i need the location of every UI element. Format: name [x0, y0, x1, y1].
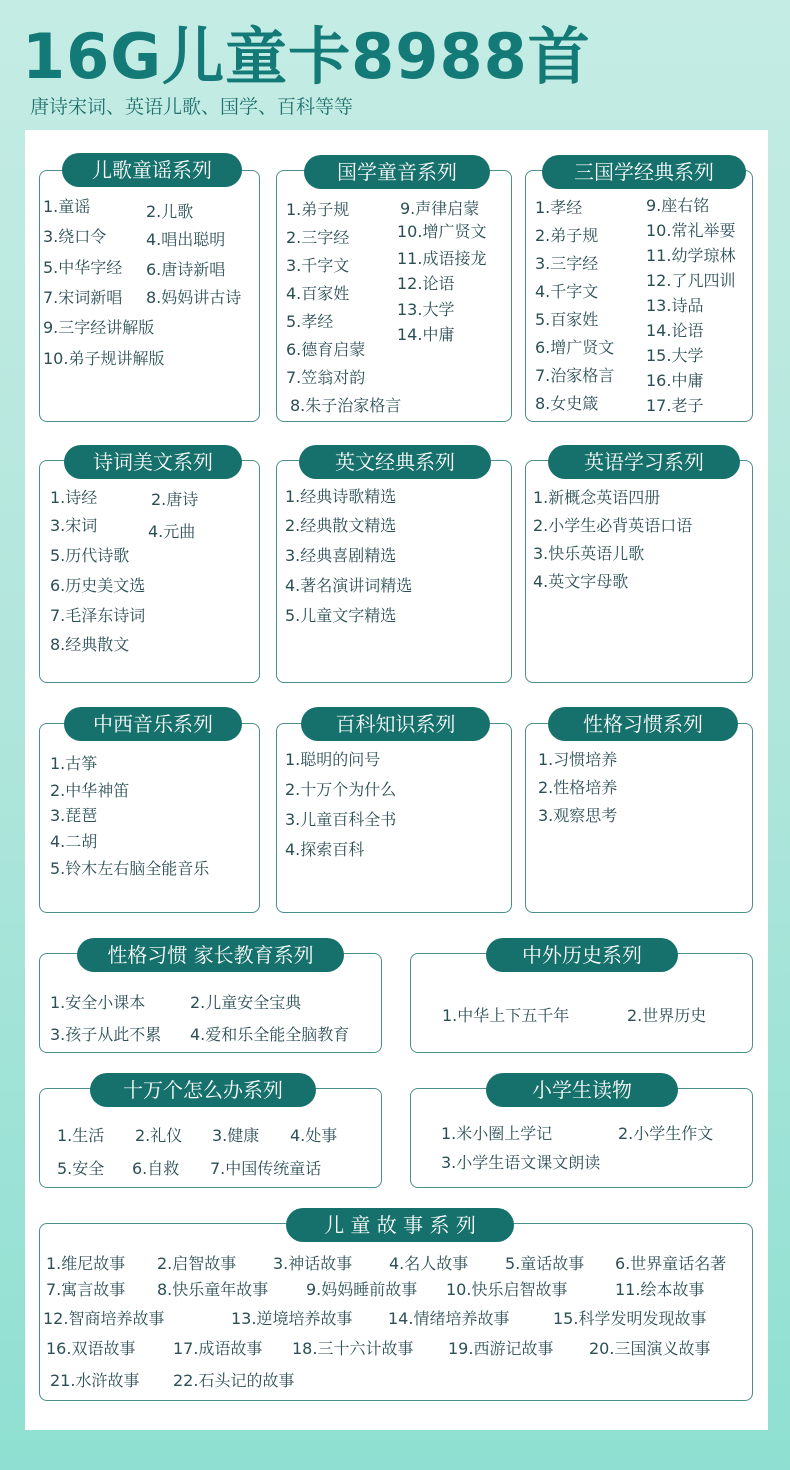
series-item: 4.二胡: [50, 832, 98, 851]
series-item: 1.诗经: [50, 488, 98, 507]
series-item: 18.三十六计故事: [292, 1339, 414, 1358]
series-item: 1.米小圈上学记: [441, 1124, 553, 1143]
series-item: 11.绘本故事: [615, 1280, 705, 1299]
series-item: 20.三国演义故事: [589, 1339, 711, 1358]
series-item: 1.安全小课本: [50, 993, 146, 1012]
series-item: 10.增广贤文: [397, 222, 487, 241]
series-item: 8.经典散文: [50, 635, 130, 654]
section-title-shici: 诗词美文系列: [64, 445, 242, 479]
series-item: 12.了凡四训: [646, 271, 736, 290]
series-item: 16.中庸: [646, 371, 704, 390]
series-item: 3.千字文: [286, 256, 350, 275]
series-item: 12.智商培养故事: [43, 1309, 165, 1328]
series-item: 2.唐诗: [151, 490, 199, 509]
series-item: 1.习惯培养: [538, 750, 618, 769]
series-item: 7.笠翁对韵: [286, 368, 366, 387]
series-item: 5.儿童文字精选: [285, 606, 397, 625]
series-item: 6.世界童话名著: [615, 1254, 727, 1273]
series-item: 5.历代诗歌: [50, 546, 130, 565]
section-title-xiaoxue: 小学生读物: [486, 1073, 678, 1107]
series-item: 21.水浒故事: [50, 1371, 140, 1390]
series-item: 4.爱和乐全能全脑教育: [190, 1025, 350, 1044]
series-item: 14.论语: [646, 321, 704, 340]
series-item: 5.孝经: [286, 312, 334, 331]
series-item: 3.宋词: [50, 516, 98, 535]
series-item: 5.铃木左右脑全能音乐: [50, 859, 210, 878]
series-item: 14.情绪培养故事: [388, 1309, 510, 1328]
series-item: 13.逆境培养故事: [231, 1309, 353, 1328]
series-item: 3.儿童百科全书: [285, 810, 397, 829]
series-item: 2.世界历史: [627, 1006, 707, 1025]
series-item: 2.儿歌: [146, 202, 194, 221]
series-item: 9.声律启蒙: [400, 199, 480, 218]
series-item: 4.元曲: [148, 522, 196, 541]
series-item: 3.绕口令: [43, 227, 107, 246]
section-title-baike: 百科知识系列: [301, 707, 490, 741]
series-item: 1.童谣: [43, 197, 91, 216]
series-item: 1.聪明的问号: [285, 750, 381, 769]
series-item: 1.维尼故事: [46, 1254, 126, 1273]
series-item: 12.论语: [397, 274, 455, 293]
series-item: 2.经典散文精选: [285, 516, 397, 535]
series-item: 7.中国传统童话: [210, 1159, 322, 1178]
series-item: 6.历史美文选: [50, 576, 146, 595]
series-item: 8.妈妈讲古诗: [146, 288, 242, 307]
series-item: 1.新概念英语四册: [533, 488, 661, 507]
series-item: 1.经典诗歌精选: [285, 487, 397, 506]
series-item: 17.成语故事: [173, 1339, 263, 1358]
series-item: 1.生活: [57, 1126, 105, 1145]
series-item: 4.处事: [290, 1126, 338, 1145]
section-title-yingyu: 英语学习系列: [548, 445, 740, 479]
series-item: 1.中华上下五千年: [442, 1006, 570, 1025]
series-item: 10.常礼举要: [646, 221, 736, 240]
series-item: 9.三字经讲解版: [43, 318, 155, 337]
series-item: 6.唐诗新唱: [146, 260, 226, 279]
main-title: 16G儿童卡8988首: [22, 20, 591, 93]
section-title-lishi: 中外历史系列: [486, 938, 678, 972]
series-item: 16.双语故事: [46, 1339, 136, 1358]
series-item: 4.探索百科: [285, 840, 365, 859]
series-item: 10.弟子规讲解版: [43, 349, 165, 368]
series-item: 2.弟子规: [535, 226, 599, 245]
series-item: 19.西游记故事: [448, 1339, 554, 1358]
series-item: 1.古筝: [50, 754, 98, 773]
series-item: 5.童话故事: [505, 1254, 585, 1273]
subtitle: 唐诗宋词、英语儿歌、国学、百科等等: [30, 96, 354, 118]
section-title-guoxue: 国学童音系列: [304, 155, 490, 189]
series-item: 3.孩子从此不累: [50, 1025, 162, 1044]
series-item: 2.小学生必背英语口语: [533, 516, 693, 535]
series-item: 15.科学发明发现故事: [553, 1309, 707, 1328]
series-item: 1.弟子规: [286, 200, 350, 219]
series-item: 22.石头记的故事: [173, 1371, 295, 1390]
series-item: 8.快乐童年故事: [157, 1280, 269, 1299]
series-item: 7.宋词新唱: [43, 288, 123, 307]
series-item: 11.幼学琼林: [646, 246, 736, 265]
series-item: 5.百家姓: [535, 310, 599, 329]
series-item: 17.老子: [646, 396, 704, 415]
series-item: 4.著名演讲词精选: [285, 576, 413, 595]
section-title-jiazhang: 性格习惯 家长教育系列: [77, 938, 344, 972]
series-item: 4.百家姓: [286, 284, 350, 303]
series-item: 2.三字经: [286, 228, 350, 247]
section-title-xingge: 性格习惯系列: [548, 707, 738, 741]
series-item: 1.孝经: [535, 198, 583, 217]
series-item: 5.中华字经: [43, 258, 123, 277]
series-item: 5.安全: [57, 1159, 105, 1178]
section-title-yinyue: 中西音乐系列: [64, 707, 242, 741]
series-item: 2.性格培养: [538, 778, 618, 797]
series-item: 15.大学: [646, 346, 704, 365]
series-item: 9.妈妈睡前故事: [306, 1280, 418, 1299]
series-item: 6.德育启蒙: [286, 340, 366, 359]
series-item: 3.经典喜剧精选: [285, 546, 397, 565]
section-title-erge: 儿歌童谣系列: [62, 153, 242, 187]
series-item: 6.增广贤文: [535, 338, 615, 357]
series-item: 2.中华神笛: [50, 781, 130, 800]
series-item: 11.成语接龙: [397, 249, 487, 268]
series-item: 13.诗品: [646, 296, 704, 315]
series-item: 2.启智故事: [157, 1254, 237, 1273]
series-item: 3.健康: [212, 1126, 260, 1145]
series-item: 3.快乐英语儿歌: [533, 544, 645, 563]
series-item: 2.儿童安全宝典: [190, 993, 302, 1012]
series-item: 14.中庸: [397, 325, 455, 344]
series-item: 7.寓言故事: [46, 1280, 126, 1299]
series-item: 7.治家格言: [535, 366, 615, 385]
section-title-gushi: 儿 童 故 事 系 列: [286, 1208, 514, 1242]
series-item: 9.座右铭: [646, 196, 710, 215]
section-title-yingwen: 英文经典系列: [299, 445, 491, 479]
series-item: 3.三字经: [535, 254, 599, 273]
series-item: 3.观察思考: [538, 806, 618, 825]
series-item: 3.琵琶: [50, 806, 98, 825]
series-item: 2.小学生作文: [618, 1124, 714, 1143]
series-item: 4.名人故事: [389, 1254, 469, 1273]
series-item: 4.唱出聪明: [146, 230, 226, 249]
series-item: 8.朱子治家格言: [290, 396, 402, 415]
series-item: 6.自救: [132, 1159, 180, 1178]
series-item: 7.毛泽东诗词: [50, 606, 146, 625]
series-item: 13.大学: [397, 300, 455, 319]
series-item: 8.女史箴: [535, 394, 599, 413]
series-item: 3.小学生语文课文朗读: [441, 1153, 601, 1172]
section-title-shiwan: 十万个怎么办系列: [90, 1073, 316, 1107]
series-item: 4.英文字母歌: [533, 572, 629, 591]
series-item: 4.千字文: [535, 282, 599, 301]
series-item: 2.十万个为什么: [285, 780, 397, 799]
section-title-sanguo: 三国学经典系列: [542, 155, 746, 189]
series-item: 10.快乐启智故事: [446, 1280, 568, 1299]
series-item: 2.礼仪: [135, 1126, 183, 1145]
series-item: 3.神话故事: [273, 1254, 353, 1273]
